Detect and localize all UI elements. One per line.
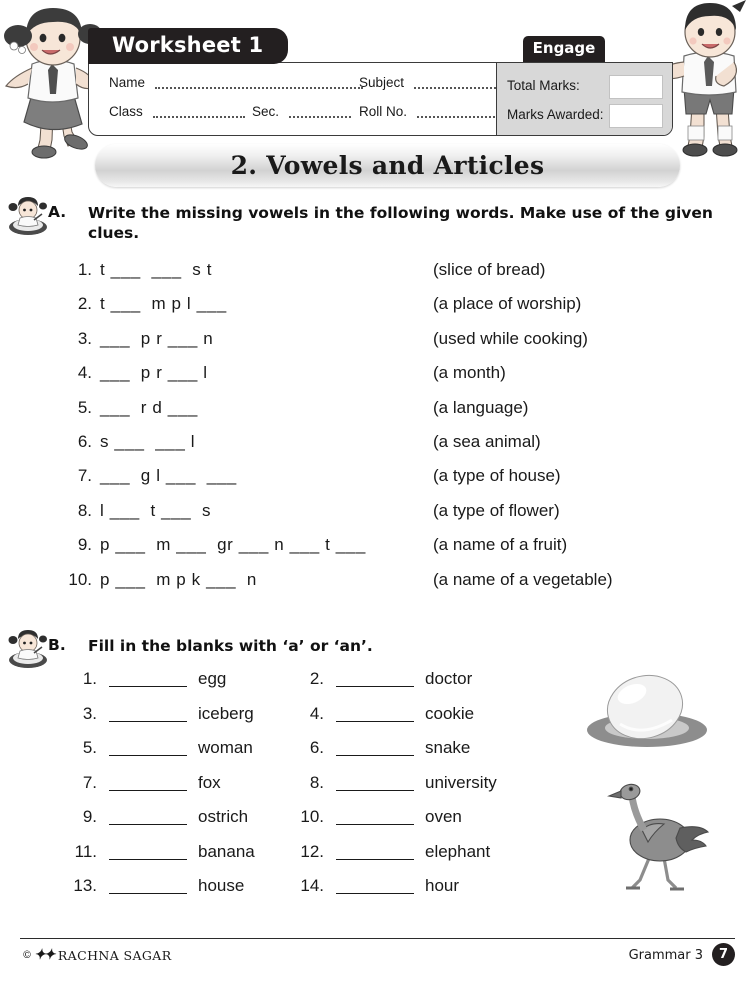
engage-tab-label: Engage (532, 39, 596, 57)
item-clue: (a type of house) (433, 466, 561, 486)
item-noun: fox (198, 772, 221, 792)
exercise-a-item (0, 260, 755, 294)
worksheet-tab-label: Worksheet 1 (112, 33, 264, 57)
article-answer-blank[interactable] (336, 880, 414, 894)
item-number: 5. (82, 738, 97, 757)
item-number: 14. (300, 876, 324, 895)
article-answer-blank[interactable] (336, 708, 414, 722)
item-noun: banana (198, 841, 255, 861)
roll-no-label: Roll No. (359, 104, 408, 119)
item-number: 12. (300, 841, 324, 861)
girl-writing-badge-icon (6, 629, 50, 669)
mascot-boy-illustration (662, 0, 755, 162)
article-answer-blank[interactable] (109, 846, 187, 860)
item-number: 11. (74, 841, 97, 861)
item-word-blanks[interactable]: t ___ ___ s t (100, 260, 213, 279)
sec-input-line[interactable] (289, 104, 351, 118)
name-label: Name (109, 75, 146, 90)
exercise-a-item (0, 294, 755, 328)
item-noun: hour (425, 876, 460, 895)
item-word-blanks[interactable]: ___ g l ___ ___ (100, 466, 237, 486)
item-clue: (a sea animal) (433, 431, 541, 451)
article-answer-blank[interactable] (109, 708, 187, 722)
item-noun: cookie (425, 703, 475, 723)
rachna-sagar-logo-icon: ✦✦ (33, 947, 57, 963)
item-noun: university (425, 772, 497, 792)
copyright-icon: © (22, 949, 33, 961)
item-number: 4. (309, 703, 324, 723)
exercise-a-item (0, 363, 755, 397)
item-clue: (slice of bread) (433, 260, 546, 279)
item-number: 3. (77, 328, 92, 348)
item-word-blanks[interactable]: ___ p r ___ l (100, 363, 208, 383)
item-noun: ostrich (198, 807, 249, 826)
item-clue: (a place of worship) (433, 294, 582, 314)
girl-writing-badge-icon (6, 196, 50, 236)
sec-field[interactable] (252, 104, 351, 119)
item-word-blanks[interactable]: ___ r d ___ (100, 397, 198, 417)
publisher-credit (22, 947, 172, 963)
class-field[interactable] (109, 104, 245, 119)
item-noun: elephant (425, 841, 491, 861)
footer-divider (20, 938, 735, 939)
item-clue: (used while cooking) (433, 328, 588, 348)
item-number: 6. (77, 431, 92, 451)
article-answer-blank[interactable] (336, 673, 414, 687)
item-noun: oven (425, 807, 462, 826)
engage-tab (523, 36, 605, 62)
page-number-badge: 7 (712, 943, 735, 966)
item-clue: (a language) (433, 397, 529, 417)
article-answer-blank[interactable] (109, 673, 187, 687)
item-number: 1. (77, 260, 92, 279)
exercise-a-item (0, 432, 755, 466)
item-number: 6. (309, 738, 324, 757)
exercise-a-item (0, 570, 755, 604)
exercise-a-item (0, 398, 755, 432)
item-word-blanks[interactable]: s ___ ___ l (100, 431, 196, 451)
page-title: 2. Vowels and Articles (230, 151, 545, 180)
exercise-a-letter: A. (48, 203, 67, 221)
article-answer-blank[interactable] (336, 777, 414, 791)
item-noun: house (198, 876, 245, 895)
article-answer-blank[interactable] (336, 811, 414, 825)
item-word-blanks[interactable]: ___ p r ___ n (100, 328, 214, 348)
book-title-label: Grammar 3 (628, 948, 703, 963)
article-answer-blank[interactable] (109, 742, 187, 756)
item-word-blanks[interactable]: t ___ m p l ___ (100, 294, 227, 314)
marks-panel (496, 63, 672, 135)
exercise-b-letter: B. (48, 636, 66, 654)
egg-on-plate-illustration (580, 668, 715, 750)
sec-label: Sec. (252, 104, 280, 119)
worksheet-tab (88, 28, 288, 64)
item-number: 8. (309, 772, 324, 792)
item-number: 4. (77, 363, 92, 383)
item-number: 5. (77, 397, 92, 417)
total-marks-input[interactable] (609, 75, 663, 99)
marks-awarded-input[interactable] (609, 104, 663, 128)
marks-awarded-row (507, 104, 667, 126)
article-answer-blank[interactable] (109, 880, 187, 894)
name-field[interactable] (109, 75, 363, 90)
item-number: 2. (309, 669, 324, 688)
item-word-blanks[interactable]: p ___ m p k ___ n (100, 569, 257, 589)
item-number: 1. (82, 669, 97, 688)
student-info-panel (88, 62, 673, 136)
total-marks-label: Total Marks: (507, 78, 580, 93)
item-clue: (a name of a vegetable) (433, 569, 613, 589)
article-answer-blank[interactable] (336, 846, 414, 860)
worksheet-header (88, 28, 673, 140)
subject-label: Subject (359, 75, 405, 90)
exercise-a-item (0, 501, 755, 535)
item-word-blanks[interactable]: l ___ t ___ s (100, 500, 212, 520)
exercise-a-item (0, 535, 755, 569)
article-answer-blank[interactable] (109, 811, 187, 825)
name-input-line[interactable] (155, 75, 363, 89)
exercise-a-item (0, 329, 755, 363)
ostrich-illustration (596, 768, 721, 893)
exercise-a-instruction: Write the missing vowels in the following words. Make use of the given clues. (88, 204, 713, 243)
article-answer-blank[interactable] (336, 742, 414, 756)
item-noun: woman (198, 738, 253, 757)
item-number: 10. (68, 569, 92, 589)
item-number: 10. (300, 807, 324, 826)
chapter-title-bar (95, 144, 680, 187)
article-answer-blank[interactable] (109, 777, 187, 791)
item-number: 13. (73, 876, 97, 895)
item-clue: (a name of a fruit) (433, 535, 568, 555)
exercise-a-item (0, 466, 755, 500)
class-input-line[interactable] (153, 104, 245, 118)
item-number: 9. (82, 807, 97, 826)
item-clue: (a month) (433, 363, 506, 383)
item-clue: (a type of flower) (433, 500, 560, 520)
item-number: 7. (82, 772, 97, 792)
total-marks-row (507, 75, 667, 97)
item-number: 3. (82, 703, 97, 723)
item-noun: doctor (425, 669, 473, 688)
item-number: 2. (77, 294, 92, 314)
item-number: 8. (77, 500, 92, 520)
item-noun: iceberg (198, 703, 254, 723)
class-label: Class (109, 104, 143, 119)
marks-awarded-label: Marks Awarded: (507, 107, 604, 122)
item-number: 9. (77, 535, 92, 555)
exercise-b-instruction: Fill in the blanks with ‘a’ or ‘an’. (88, 637, 373, 655)
exercise-a-list (0, 260, 755, 604)
item-noun: snake (425, 738, 471, 757)
publisher-name: RACHNA SAGAR (57, 947, 172, 963)
item-noun: egg (198, 669, 227, 688)
item-number: 7. (77, 466, 92, 486)
item-word-blanks[interactable]: p ___ m ___ gr ___ n ___ t ___ (100, 535, 366, 555)
